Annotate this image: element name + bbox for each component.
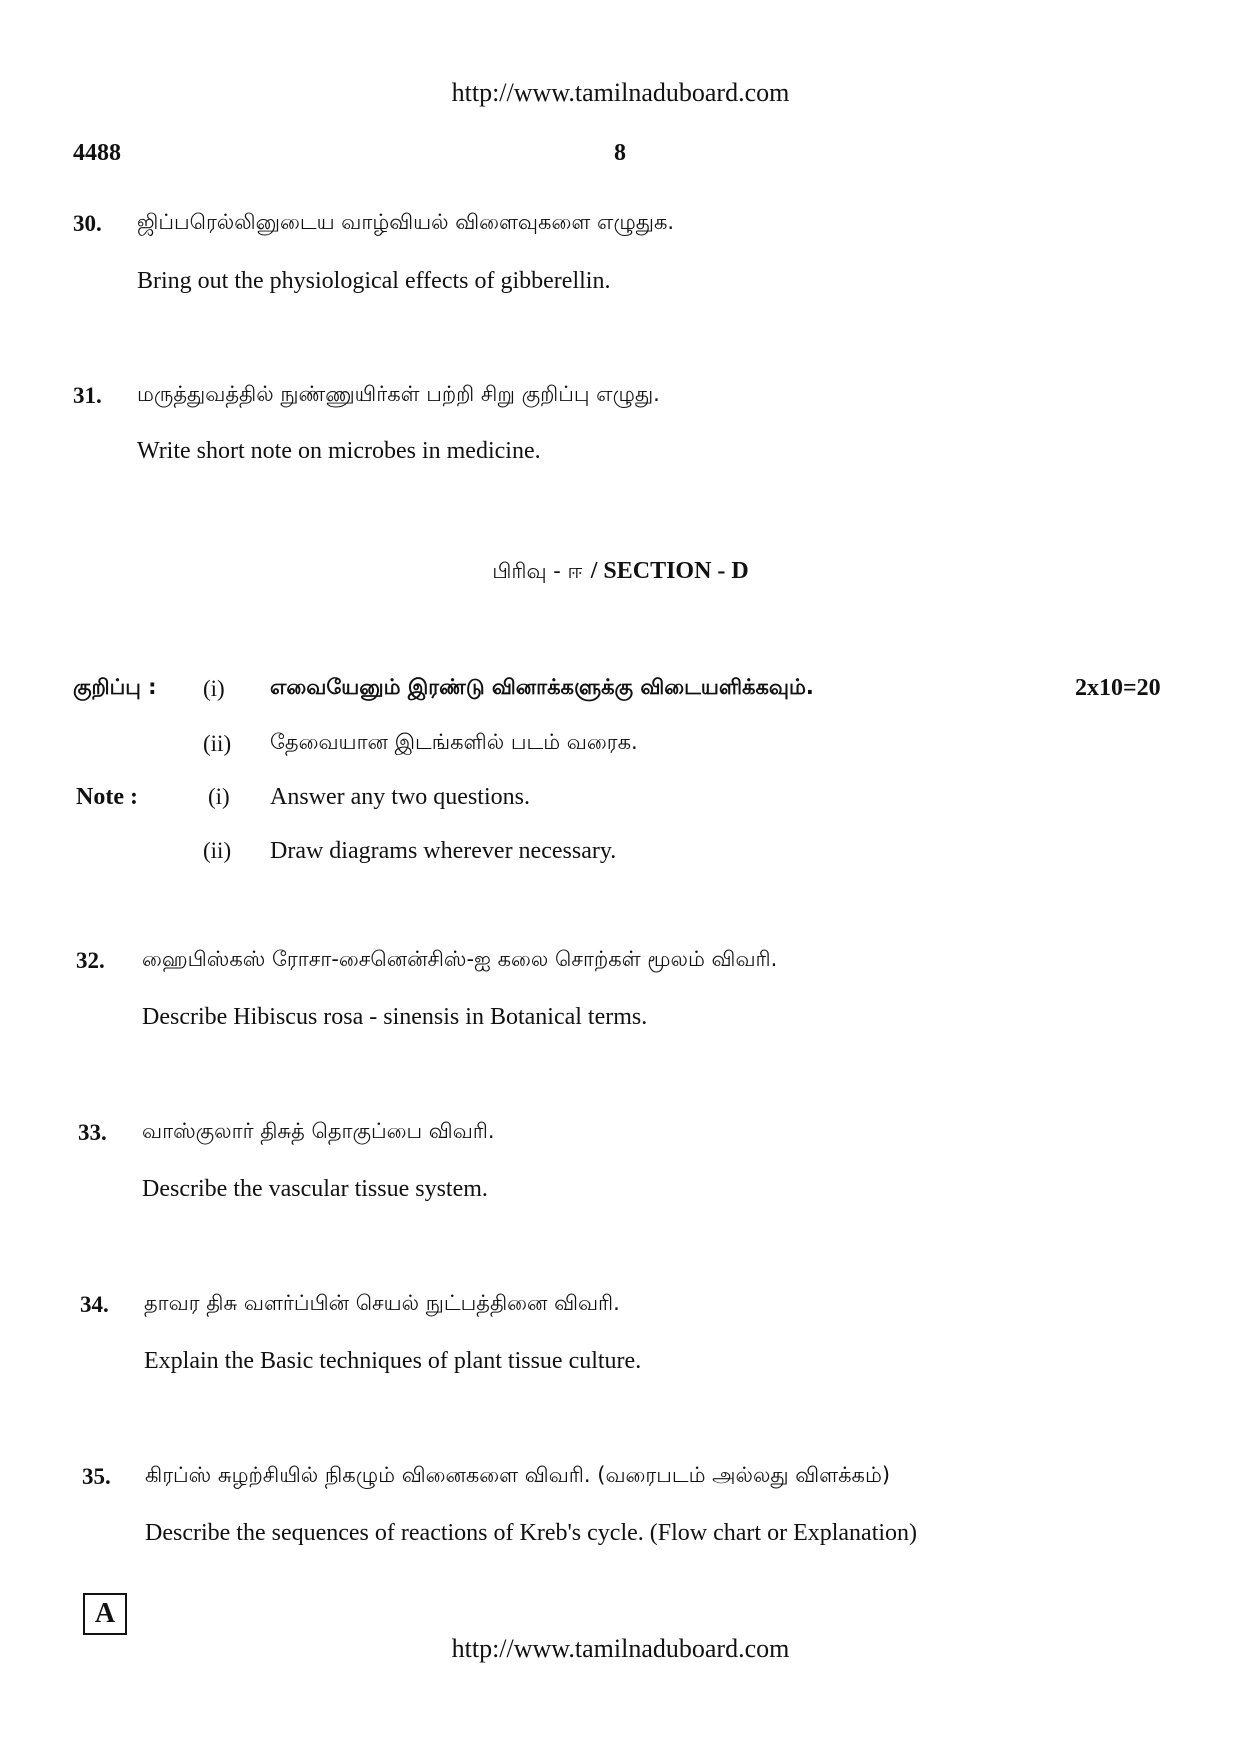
question-number: 34. xyxy=(80,1292,109,1317)
section-heading-tamil: பிரிவு - ஈ xyxy=(492,559,583,583)
version-box: A xyxy=(83,1593,127,1635)
note-tamil-item: தேவையான இடங்களில் படம் வரைக. xyxy=(270,730,638,754)
question-english: Describe the vascular tissue system. xyxy=(142,1176,488,1202)
question-english: Explain the Basic techniques of plant tissue culture. xyxy=(144,1348,642,1374)
question-english: Bring out the physiological effects of gibberellin. xyxy=(137,268,611,294)
question-tamil: மருத்துவத்தில் நுண்ணுயிர்கள் பற்றி சிறு குறிப்பு எழுது. xyxy=(137,382,660,406)
note-tamil-label: குறிப்பு : xyxy=(73,675,157,699)
footer-url: http://www.tamilnaduboard.com xyxy=(451,1634,790,1663)
question-tamil: வாஸ்குலார் திசுத் தொகுப்பை விவரி. xyxy=(142,1119,495,1143)
header-url: http://www.tamilnaduboard.com xyxy=(451,78,790,107)
section-heading-english: / SECTION - D xyxy=(590,558,749,584)
question-number: 32. xyxy=(76,948,105,973)
question-tamil: ஜிப்பரெல்லினுடைய வாழ்வியல் விளைவுகளை எழுதுக. xyxy=(137,210,675,234)
note-tamil-item-roman: (i) xyxy=(203,676,225,701)
note-english-item-roman: (i) xyxy=(208,784,230,809)
marks-allocation: 2x10=20 xyxy=(1075,675,1161,701)
question-tamil: தாவர திசு வளர்ப்பின் செயல் நுட்பத்தினை விவரி. xyxy=(144,1291,620,1315)
question-number: 31. xyxy=(73,383,102,408)
question-number: 33. xyxy=(78,1120,107,1145)
page-number: 8 xyxy=(614,140,626,166)
note-english-item: Draw diagrams wherever necessary. xyxy=(270,838,617,864)
question-number: 30. xyxy=(73,211,102,236)
note-english-item-roman: (ii) xyxy=(203,838,232,863)
question-english: Describe Hibiscus rosa - sinensis in Botanical terms. xyxy=(142,1004,648,1030)
question-english: Write short note on microbes in medicine. xyxy=(137,438,541,464)
question-english: Describe the sequences of reactions of Kreb's cycle. (Flow chart or Explanation) xyxy=(145,1520,918,1546)
paper-code: 4488 xyxy=(73,140,121,166)
note-english-item: Answer any two questions. xyxy=(270,784,530,810)
section-heading xyxy=(0,555,1241,586)
note-english-label: Note : xyxy=(76,784,138,810)
note-tamil-item-roman: (ii) xyxy=(203,731,232,756)
question-tamil: ஹைபிஸ்கஸ் ரோசா-சைனென்சிஸ்-ஐ கலை சொற்கள் மூலம் விவரி. xyxy=(142,947,778,971)
question-tamil: கிரப்ஸ் சுழற்சியில் நிகழும் வினைகளை விவரி. (வரைபடம் அல்லது விளக்கம்) xyxy=(145,1463,891,1487)
note-tamil-item: எவையேனும் இரண்டு வினாக்களுக்கு விடையளிக்கவும். xyxy=(270,675,814,699)
question-number: 35. xyxy=(82,1464,111,1489)
